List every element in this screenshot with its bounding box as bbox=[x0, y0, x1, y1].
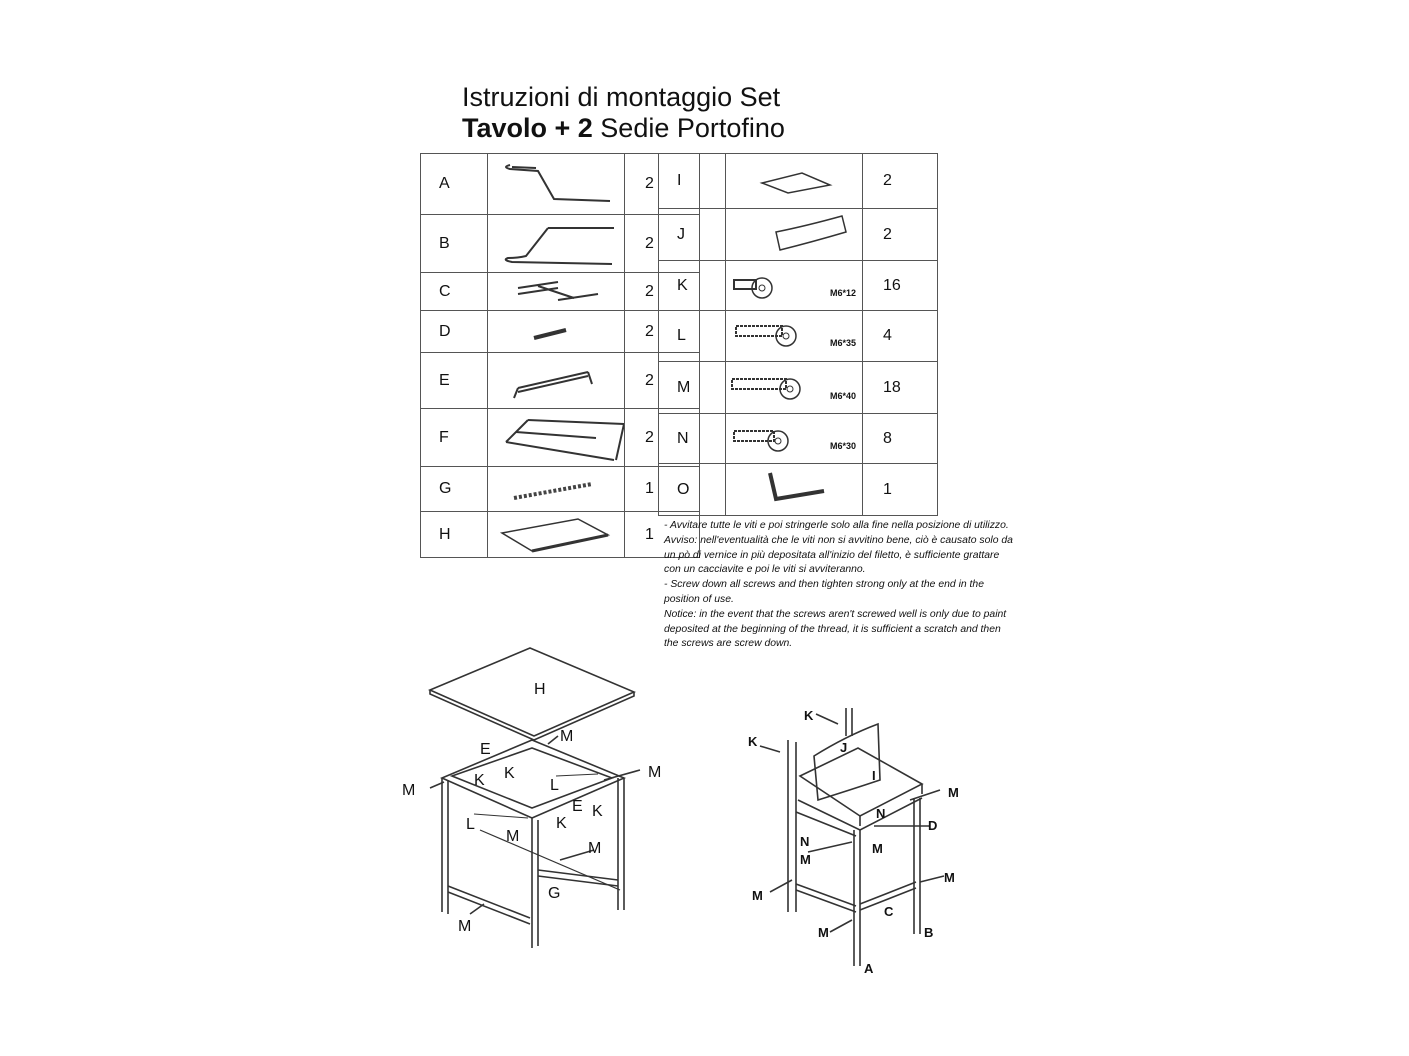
label-h: H bbox=[534, 681, 546, 698]
part-label: E bbox=[421, 353, 488, 409]
part-qty: 8 bbox=[863, 414, 938, 464]
label-k: K bbox=[804, 708, 814, 723]
part-qty: 2 bbox=[863, 209, 938, 261]
label-d: D bbox=[928, 818, 938, 833]
part-qty: 18 bbox=[863, 362, 938, 414]
part-qty: 2 bbox=[863, 154, 938, 209]
part-spec: M6*12 bbox=[829, 287, 856, 298]
part-qty: 2 bbox=[625, 353, 700, 409]
part-label: F bbox=[421, 409, 488, 467]
part-qty: 16 bbox=[863, 261, 938, 311]
label-b: B bbox=[924, 925, 934, 940]
part-qty: 2 bbox=[625, 154, 700, 215]
part-label: M bbox=[659, 362, 726, 414]
part-qty: 1 bbox=[625, 512, 700, 558]
note-it-2: Avviso: nell'eventualità che le viti non si avvitino bene, ciò è causato solo da un pò di vernice in più depositata all'inizio del filetto, è sufficiente grattare con un cacciavite e poi le viti si avviteranno. bbox=[664, 534, 1013, 576]
part-label: I bbox=[659, 154, 726, 209]
label-l: L bbox=[466, 816, 475, 833]
label-m: M bbox=[560, 728, 574, 745]
part-label: G bbox=[421, 467, 488, 512]
part-label: C bbox=[421, 273, 488, 311]
label-a: A bbox=[864, 961, 874, 976]
label-n: N bbox=[800, 834, 810, 849]
note-it-1: - Avvitare tutte le viti e poi stringerle solo alla fine nella posizione di utilizzo. bbox=[664, 520, 1009, 531]
label-e: E bbox=[572, 798, 583, 815]
label-m: M bbox=[800, 852, 811, 867]
label-m: M bbox=[948, 785, 959, 800]
part-spec: M6*30 bbox=[829, 440, 856, 451]
part-label: K bbox=[659, 261, 726, 311]
label-l: L bbox=[550, 777, 559, 794]
part-label: A bbox=[421, 154, 488, 215]
part-label: H bbox=[421, 512, 488, 558]
label-m: M bbox=[648, 764, 662, 781]
part-spec: M6*40 bbox=[829, 390, 856, 401]
label-g: G bbox=[548, 885, 561, 902]
label-m: M bbox=[944, 870, 955, 885]
note-en-2: Notice: in the event that the screws aren't screwed well is only due to paint deposited at the beginning of the thread, it is sufficient a scratch and then the screws are screw down. bbox=[664, 608, 1007, 650]
part-qty: 4 bbox=[863, 311, 938, 362]
part-qty: 2 bbox=[625, 409, 700, 467]
part-label: J bbox=[659, 209, 726, 261]
label-c: C bbox=[884, 904, 894, 919]
part-spec: M6*35 bbox=[829, 338, 856, 348]
label-i: I bbox=[872, 768, 876, 783]
label-m: M bbox=[458, 918, 472, 935]
part-label: L bbox=[659, 311, 726, 362]
label-j: J bbox=[840, 740, 848, 755]
title-bold: Tavolo + 2 bbox=[462, 113, 593, 143]
part-label: D bbox=[421, 311, 488, 353]
label-m: M bbox=[752, 888, 763, 903]
label-k: K bbox=[556, 815, 567, 832]
part-qty: 2 bbox=[625, 273, 700, 311]
note-en-1: - Screw down all screws and then tighten strong only at the end in the position of use. bbox=[664, 579, 984, 605]
label-k: K bbox=[748, 734, 758, 749]
label-n: N bbox=[876, 806, 886, 821]
label-m: M bbox=[506, 828, 520, 845]
label-k: K bbox=[592, 803, 603, 820]
label-m: M bbox=[402, 782, 416, 799]
part-qty: 2 bbox=[625, 215, 700, 273]
part-qty: 2 bbox=[625, 311, 700, 353]
title-line-1: Istruzioni di montaggio Set bbox=[462, 82, 781, 112]
chair-assembly-drawing bbox=[760, 708, 944, 966]
part-label: O bbox=[659, 464, 726, 516]
title-rest: Sedie Portofino bbox=[592, 113, 785, 143]
part-qty: 1 bbox=[625, 467, 700, 512]
label-m: M bbox=[588, 840, 602, 857]
part-label: B bbox=[421, 215, 488, 273]
part-qty: 1 bbox=[863, 464, 938, 516]
label-k: K bbox=[504, 765, 515, 782]
label-k: K bbox=[474, 772, 485, 789]
label-m: M bbox=[872, 841, 883, 856]
label-m: M bbox=[818, 925, 829, 940]
label-e: E bbox=[480, 741, 491, 758]
part-label: N bbox=[659, 414, 726, 464]
